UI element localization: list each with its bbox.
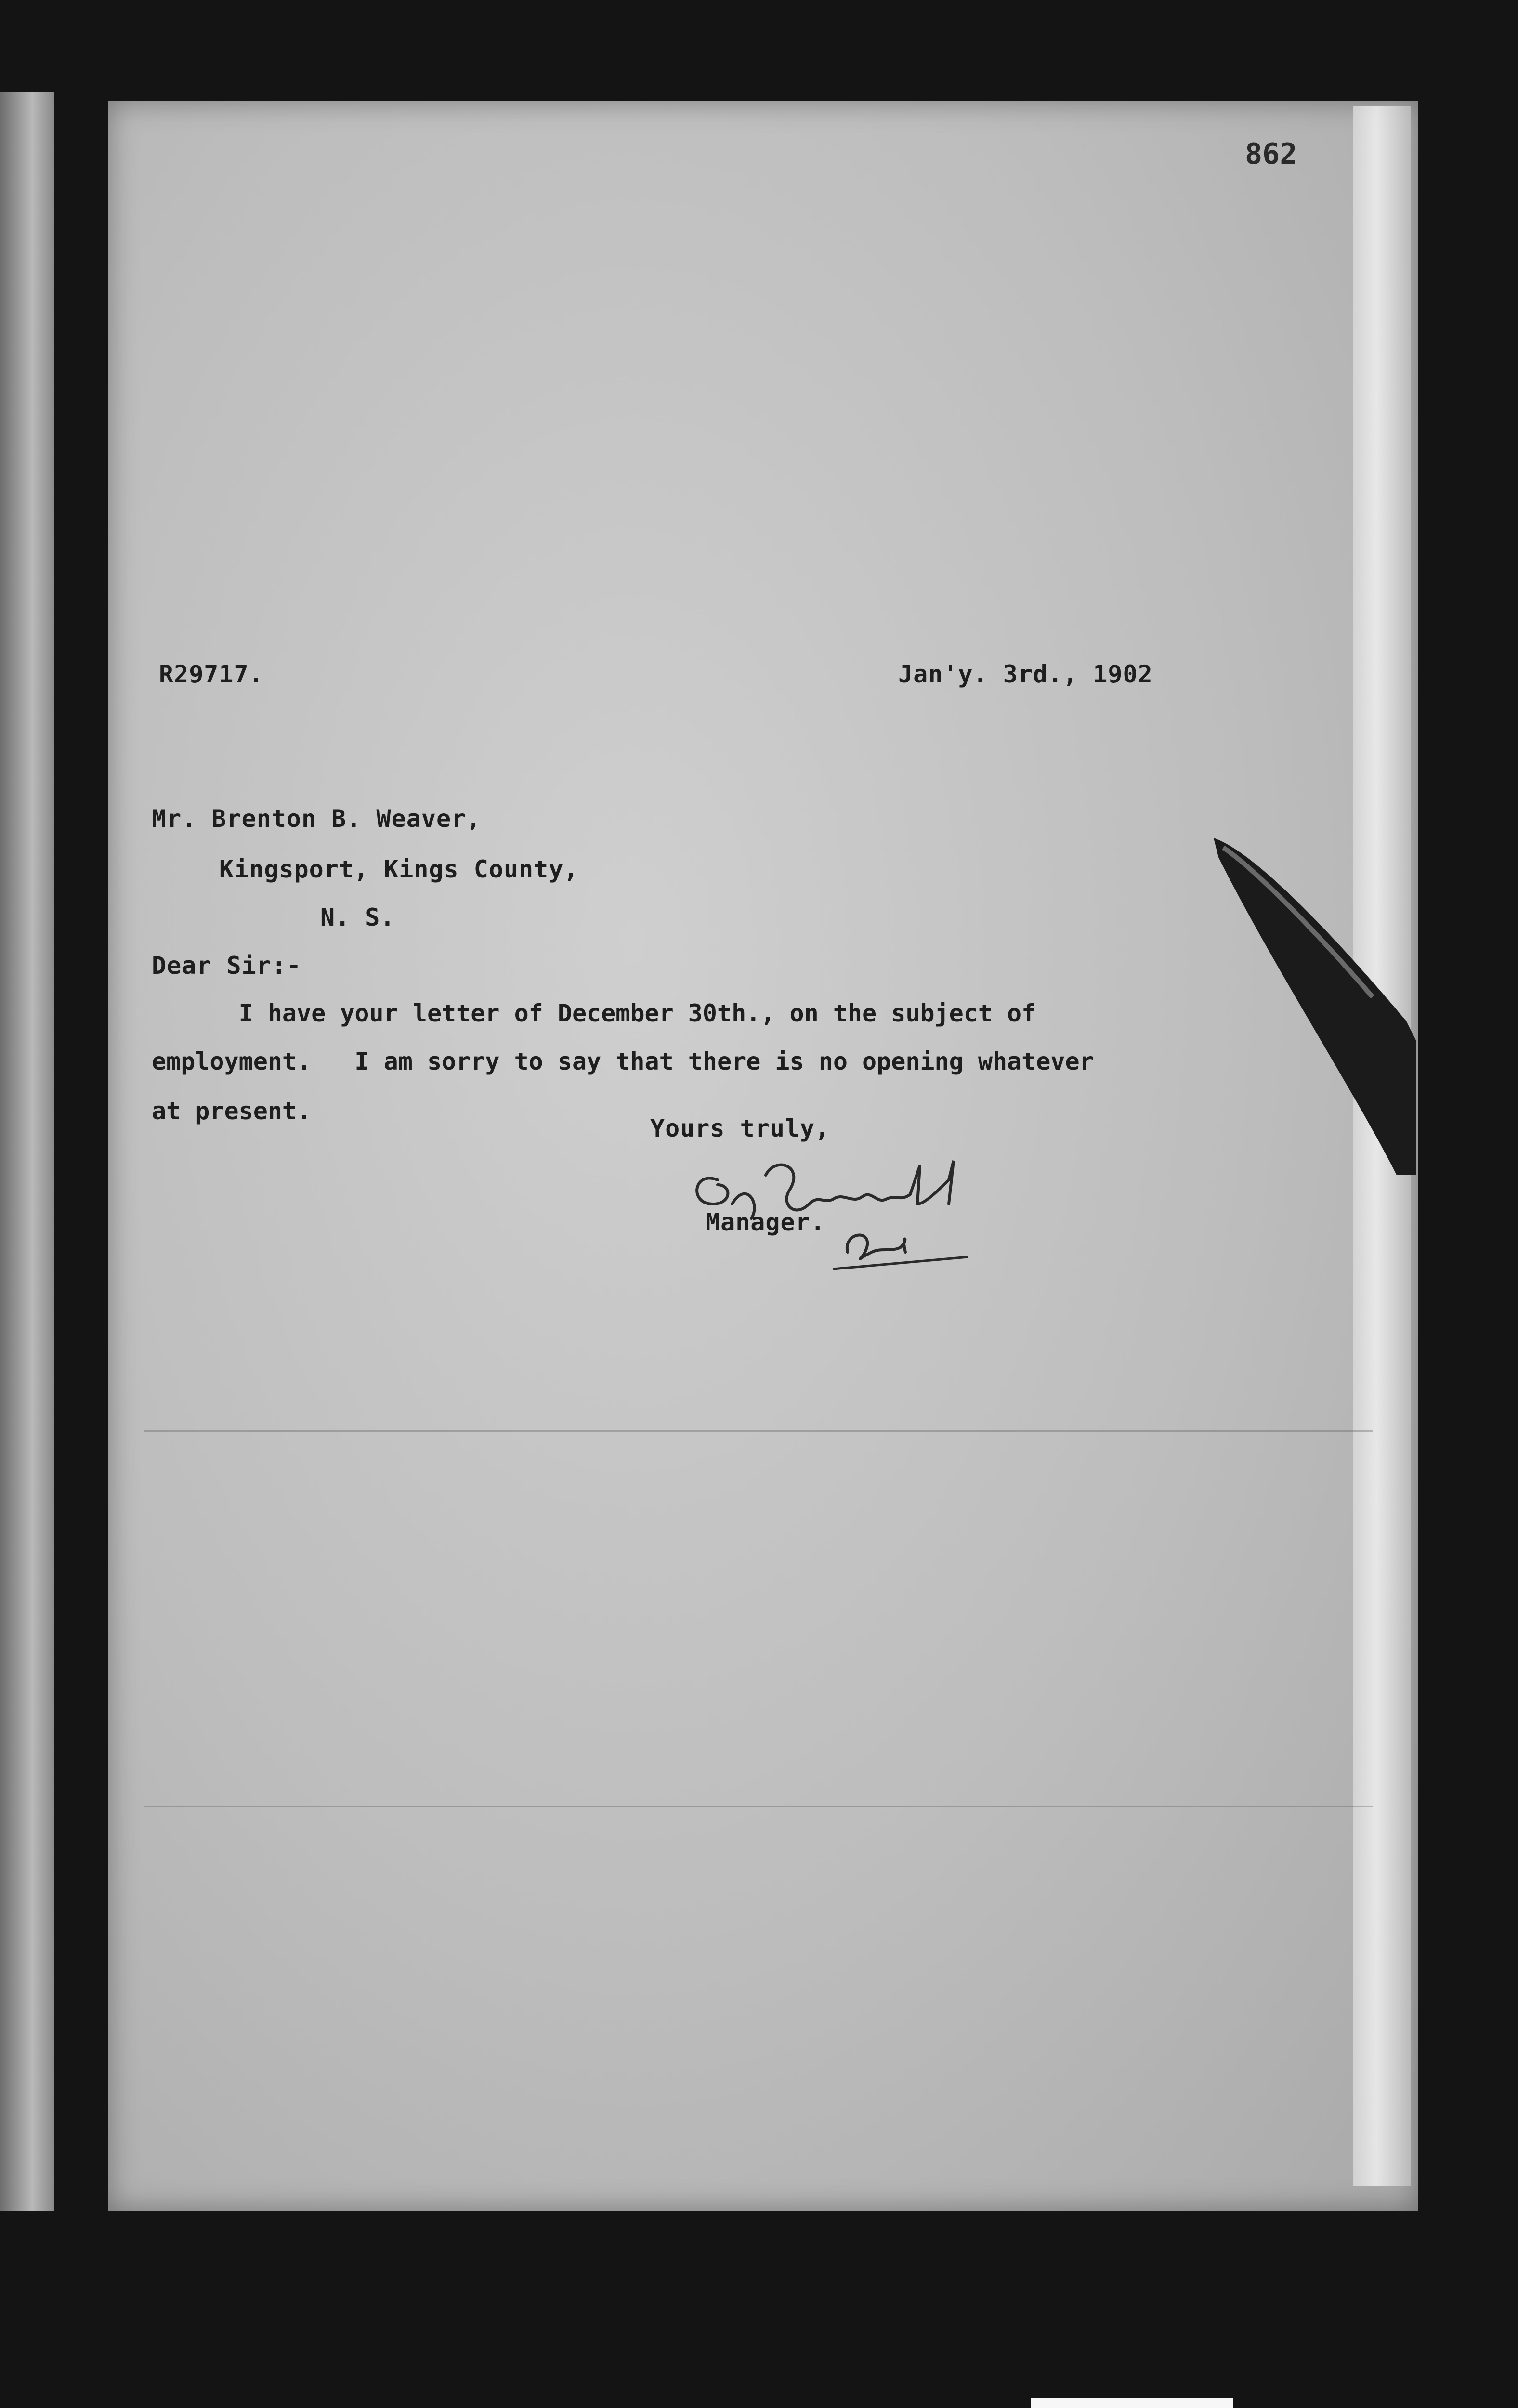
letter-date: Jan'y. 3rd., 1902 [898,660,1153,688]
fold-line [144,1430,1373,1432]
fold-line [144,1806,1373,1807]
salutation: Dear Sir:- [152,952,302,980]
body-line: employment. I am sorry to say that there is no opening whatever [152,1047,1094,1075]
closing: Yours truly, [650,1114,830,1142]
reference-number: R29717. [159,660,264,688]
adjacent-page-edge [0,92,54,2211]
signatory-title: Manager. [706,1208,825,1236]
address-line-1: Kingsport, Kings County, [219,855,579,883]
body-line: at present. [152,1097,312,1125]
body-line: I have your letter of December 30th., on the subject of [152,999,1036,1027]
pen-icon [1214,838,1416,1175]
poor-copy-stamp [1031,2398,1233,2408]
folio-number: 862 [1245,137,1297,171]
signature-icon [650,1108,997,1281]
address-line-2: N. S. [320,903,395,931]
addressee-name: Mr. Brenton B. Weaver, [152,805,482,833]
